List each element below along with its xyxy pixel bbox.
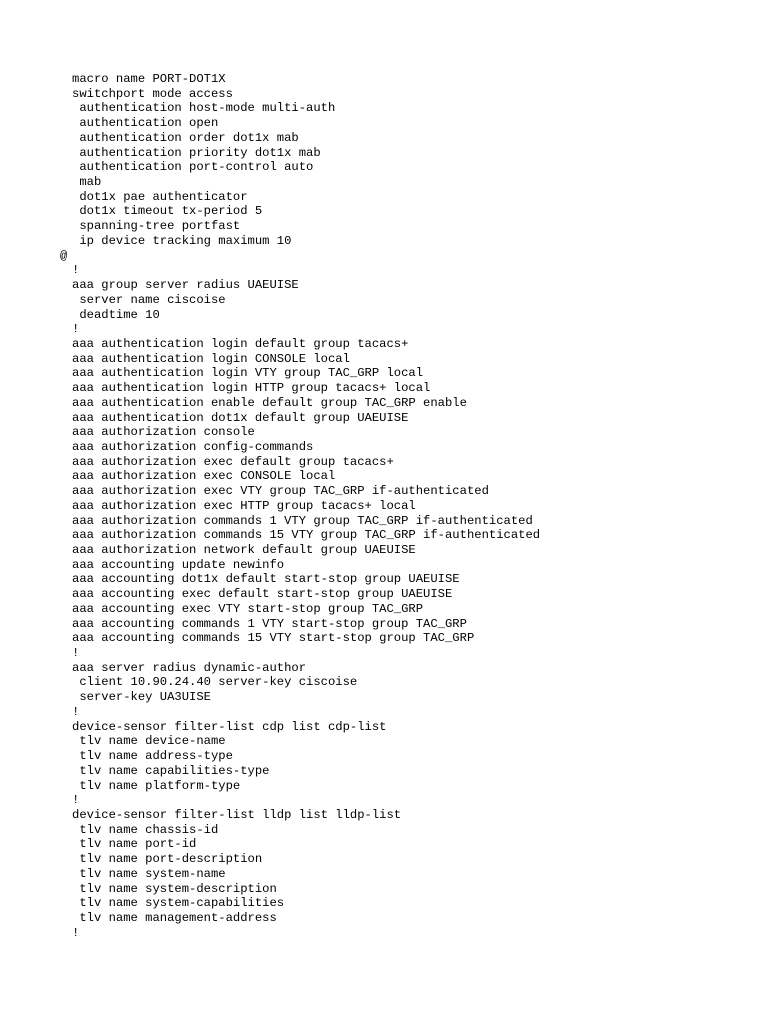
config-line: spanning-tree portfast [72,219,241,234]
config-line: authentication port-control auto [72,160,314,175]
config-line: aaa accounting dot1x default start-stop group UAEUISE [72,572,460,587]
config-line: authentication priority dot1x mab [72,145,321,160]
config-line: @ [60,248,68,263]
config-line: aaa authorization exec CONSOLE local [72,469,336,484]
config-line: tlv name system-capabilities [72,896,285,911]
config-line: tlv name address-type [72,749,233,764]
config-line: ! [72,704,80,719]
config-line: ip device tracking maximum 10 [72,233,292,248]
config-line: tlv name system-name [72,866,226,881]
config-line: aaa accounting exec VTY start-stop group TAC_GRP [72,601,424,616]
config-line: aaa authentication login CONSOLE local [72,351,350,366]
config-line: dot1x timeout tx-period 5 [72,204,263,219]
config-line: aaa accounting update newinfo [72,557,285,572]
config-line: tlv name device-name [72,734,226,749]
config-line: aaa authorization commands 1 VTY group TAC_GRP if-authenticated [72,513,533,528]
config-line: ! [72,925,80,940]
config-line: aaa accounting commands 1 VTY start-stop group TAC_GRP [72,616,467,631]
config-line: tlv name management-address [72,910,277,925]
config-line: dot1x pae authenticator [72,189,248,204]
config-line: macro name PORT-DOT1X [72,72,226,86]
config-line: switchport mode access [72,86,233,101]
config-line: ! [72,322,80,337]
config-line: tlv name platform-type [72,778,241,793]
config-line: tlv name port-description [72,852,263,867]
config-line: aaa authentication login default group tacacs+ [72,336,409,351]
config-line: ! [72,793,80,808]
config-line: aaa authentication enable default group TAC_GRP enable [72,395,467,410]
config-line: tlv name system-description [72,881,277,896]
config-line: tlv name port-id [72,837,197,852]
config-line: authentication host-mode multi-auth [72,101,336,116]
config-line: server name ciscoise [72,292,226,307]
config-line: aaa authorization commands 15 VTY group TAC_GRP if-authenticated [72,528,541,543]
config-line: aaa server radius dynamic-author [72,660,307,675]
config-line: aaa authentication dot1x default group UAEUISE [72,410,409,425]
config-line: server-key UA3UISE [72,690,211,705]
config-line: tlv name capabilities-type [72,763,270,778]
config-line: aaa authorization exec HTTP group tacacs+ local [72,498,416,513]
config-line: deadtime 10 [72,307,160,322]
config-line: aaa accounting commands 15 VTY start-stop group TAC_GRP [72,631,475,646]
config-line: mab [72,175,102,190]
config-line: aaa authentication login VTY group TAC_GRP local [72,366,424,381]
config-line: device-sensor filter-list cdp list cdp-list [72,719,387,734]
config-line: aaa authorization exec VTY group TAC_GRP if-authenticated [72,484,489,499]
config-listing [60,72,541,940]
config-line: device-sensor filter-list lldp list lldp-list [72,807,402,822]
config-line: aaa authentication login HTTP group tacacs+ local [72,381,431,396]
config-line: aaa group server radius UAEUISE [72,278,299,293]
config-line: aaa authorization console [72,425,255,440]
config-line: tlv name chassis-id [72,822,219,837]
config-line: authentication order dot1x mab [72,130,299,145]
config-line: aaa authorization network default group UAEUISE [72,543,416,557]
config-line: authentication open [72,116,219,131]
config-line: ! [72,646,80,661]
config-line: client 10.90.24.40 server-key ciscoise [72,675,358,690]
config-line: aaa authorization exec default group tacacs+ [72,454,394,469]
config-line: ! [72,263,80,278]
config-line: aaa authorization config-commands [72,439,314,454]
config-line: aaa accounting exec default start-stop group UAEUISE [72,587,453,602]
